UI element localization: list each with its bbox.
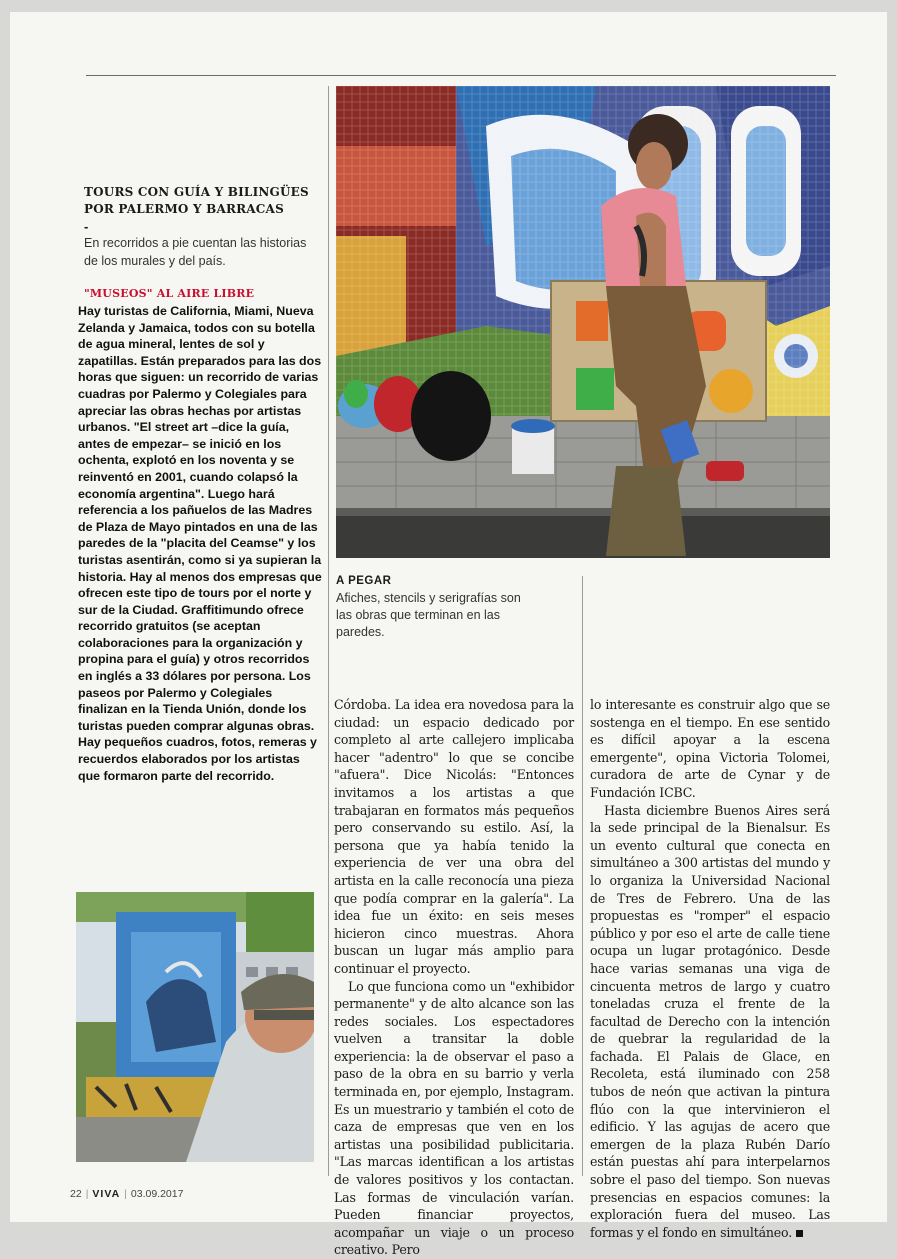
magazine-name: VIVA [92, 1188, 120, 1200]
column-divider [328, 86, 329, 1176]
photo-caption-title: A PEGAR [336, 575, 391, 587]
street-art-photo [336, 86, 830, 558]
sidebar-body: Hay turistas de California, Miami, Nueva Zelanda y Jamaica, todos con su botella de agua mineral, lentes de sol y zapatillas. Están preparados para las dos horas que siguen: un recorrido de varias cuadras por Palermo y Colegiales para apreciar las obras hechas por artistas urbanos. "El street art –dice la guía, antes de empezar– se inició en los ochenta, explotó en los noventa y se reinventó en 2001, cuando colapsó la economía argentina". Luego hará referencia a los pañuelos de las Madres de Plaza de Mayo pintados en una de las paredes de la "placita del Ceamse" y los turistas asentirán, como si ya supieran la historia. Hay al menos dos empresas que ofrecen este tipo de tours por el norte y sur de la Ciudad. Graffitimundo ofrece recorrido gratuitos (se aceptan colaboraciones para la organización y propina para el guía) y otros recorridos en inglés a 33 dólares por persona. Los paseos por Palermo y Colegiales finalizan en la Tienda Unión, donde los turistas pueden comprar algunas obras. Hay pequeños cuadros, fotos, remeras y recuerdos elaborados por los artistas que formaron parte del recorrido. [78, 303, 322, 784]
paragraph: Lo que funciona como un "exhibidor permanente" y de alto alcance son las redes sociales. Los espectadores vuelven a transitar la doble experiencia: la de observar el paso a paso de la obra en su barrio y verla terminada en, por ejemplo, Instagram. Es un muestrario y también el coto de caza de empresas que ven en los artistas una posibilidad publicitaria. "Las marcas identifican a los artistas de valores positivos y los contactan. Las formas de vinculación varían. Pueden financiar proyectos, acompañar un viaje o un proceso creativo. Pero [334, 978, 574, 1259]
sidebar-dash: - [84, 219, 88, 234]
end-mark-icon [796, 1230, 803, 1237]
top-rule [86, 75, 836, 76]
sidebar-kicker: "MUSEOS" AL AIRE LIBRE [84, 287, 254, 300]
photo-caption-text: Afiches, stencils y serigrafías son las obras que terminan en las paredes. [336, 590, 536, 641]
sidebar-headline: TOURS CON GUÍA Y BILINGÜES POR PALERMO Y BARRACAS [84, 184, 324, 218]
page-footer: 22 | VIVA | 03.09.2017 [70, 1188, 183, 1200]
article-column-3 [590, 696, 830, 1241]
page-number: 22 [70, 1188, 82, 1200]
sidebar-lead: En recorridos a pie cuentan las historias de los murales y del país. [84, 234, 314, 270]
paragraph-text: Hasta diciembre Buenos Aires será la sede principal de la Bienalsur. Es un evento cultural que conecta en simultáneo a 300 artistas del mundo y lo organiza la Universidad Nacional de Tres de Febrero. Una de las propuestas es "romper" el espacio público y por eso el arte de calle tiene ocupa un lugar protagónico. Desde hace varias semanas una viga de cincuenta metros de largo y cuatro toneladas cruza el frente de la facultad de Derecho con la intención de quebrar la regularidad de la fachada. El Palais de Glace, en Recoleta, está iluminado con 258 tubos de neón que activan la pintura flúo con la que intervinieron el edificio. Y las agujas de acero que emergen de la plaza Rubén Darío están puestas ahí para interpelarnos sobre el paso del tiempo. Son nuevas presencias en espacios comunes: la exploración fuera del museo. Las formas y el fondo en simultáneo. [590, 803, 830, 1240]
issue-date: 03.09.2017 [131, 1188, 184, 1200]
article-column-2 [334, 696, 574, 1259]
mural-viewer-photo [76, 892, 314, 1162]
paragraph: Córdoba. La idea era novedosa para la ciudad: un espacio dedicado por completo al arte callejero implicaba hacer "adentro" lo que se concibe "afuera". Dice Nicolás: "Entonces invitamos a los artistas a que trabajaran en formatos más pequeños pero conservando su estilo. Así, la persona que ya había tenido la experiencia de ver una obra del artista en la calle reconocía una pieza que podía comprar en la galería". La idea fue un éxito: en seis meses hicieron cinco muestras. Ahora buscan un lugar más amplio para continuar el proyecto. [334, 696, 574, 978]
paragraph [590, 802, 830, 1242]
paragraph: lo interesante es construir algo que se sostenga en el tiempo. En ese sentido es difícil apoyar a la escena emergente", opina Victoria Tolomei, curadora de arte de Cynar y de Fundación ICBC. [590, 696, 830, 802]
column-divider [582, 576, 583, 1176]
